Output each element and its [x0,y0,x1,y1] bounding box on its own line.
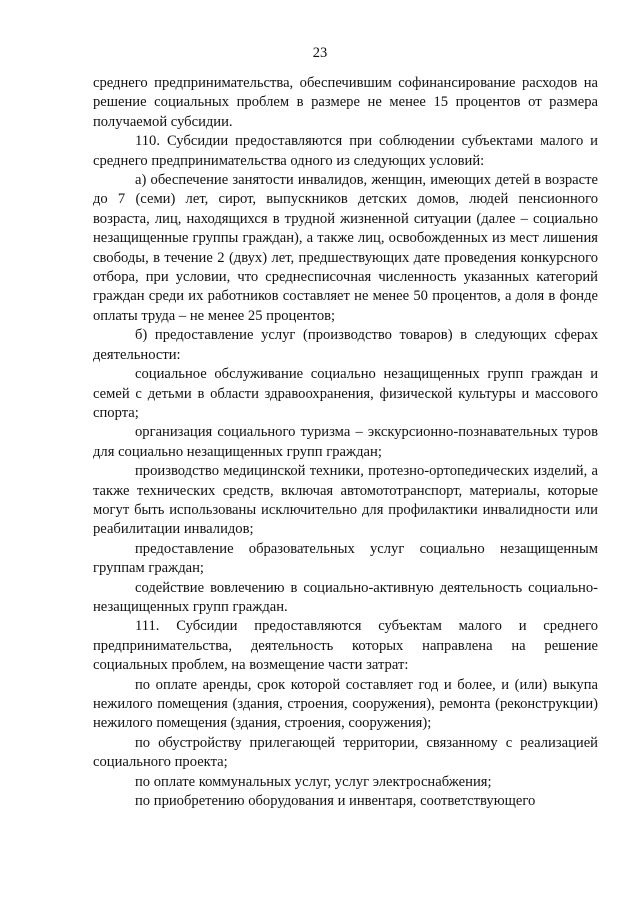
paragraph-continuation: среднего предпринимательства, обеспечившим софинансирование расходов на решение социальных проблем в размере не менее 15 процентов от размера получаемой субсидии. [93,75,598,130]
paragraph-utility-costs: по оплате коммунальных услуг, услуг электроснабжения; [135,773,492,790]
paragraph-social-activity: содействие вовлечению в социально-активную деятельность социально-незащищенных групп граждан. [93,579,598,615]
paragraph-education-services: предоставление образовательных услуг социально незащищенным группам граждан; [93,540,598,577]
document-body [93,74,598,811]
paragraph-equipment-costs: по приобретению оборудования и инвентаря, соответствующего [135,793,536,810]
paragraph-territory-costs: по обустройству прилегающей территории, связанному с реализацией социального проекта; [93,734,598,771]
paragraph-social-services: социальное обслуживание социально незащищенных групп граждан и семей с детьми в области здравоохранения, физической культуры и массового спорта; [93,366,598,421]
page-number: 23 [312,45,328,61]
paragraph-condition-a: а) обеспечение занятости инвалидов, женщин, имеющих детей в возрасте до 7 (семи) лет, сирот, выпускников детских домов, людей пенсионного возраста, лиц, находящихся в трудной жизненной ситуации (далее – социально незащищенные группы граждан), а также лиц, освобожденных из мест лишения свободы, в течение 2 (двух) лет, предшествующих дате проведения конкурсного отбора, при условии, что среднесписочная численность указанных категорий граждан среди их работников составляет не менее 50 процентов, а доля в фонде оплаты труда – не менее 25 процентов; [93,172,598,324]
paragraph-clause-110: 110. Субсидии предоставляются при соблюдении субъектами малого и среднего предпринимательства одного из следующих условий: [93,133,598,169]
paragraph-medical-production: производство медицинской техники, протезно-ортопедических изделий, а также технических средств, включая автомототранспорт, материалы, которые могут быть использованы исключительно для профилактики инвалидности или реабилитации инвалидов; [93,463,598,538]
paragraph-social-tourism: организация социального туризма – экскурсионно-познавательных туров для социально незащищенных групп граждан; [93,424,598,460]
paragraph-condition-b: б) предоставление услуг (производство товаров) в следующих сферах деятельности: [93,327,598,363]
paragraph-rent-costs: по оплате аренды, срок которой составляет год и более, и (или) выкупа нежилого помещения (здания, строения, сооружения), ремонта (реконструкции) нежилого помещения (здания, строения, сооружения); [93,676,598,732]
paragraph-clause-111: 111. Субсидии предоставляются субъектам малого и среднего предпринимательства, деятельность которых направлена на решение социальных проблем, на возмещение части затрат: [93,618,598,674]
